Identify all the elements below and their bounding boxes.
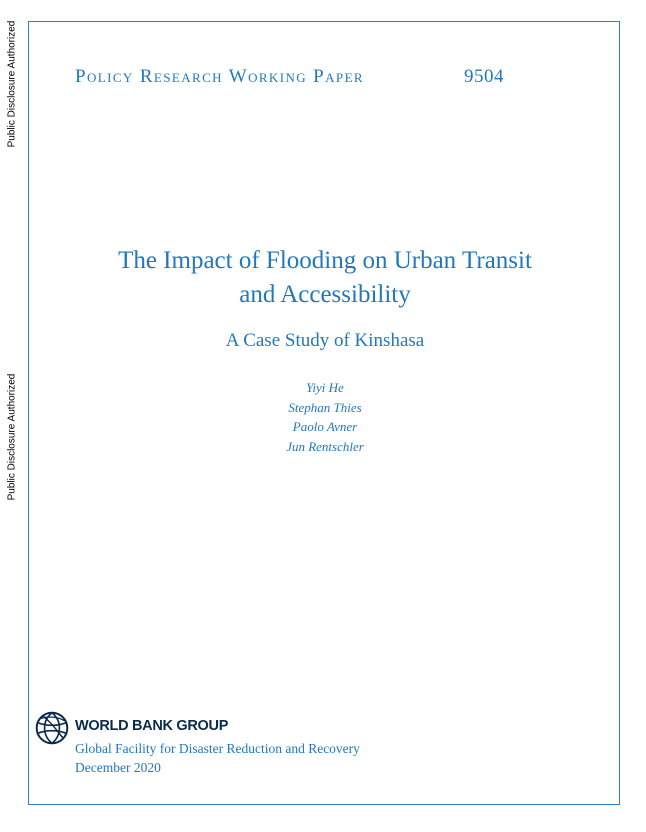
disclosure-label-bottom: Public Disclosure Authorized: [6, 373, 18, 501]
paper-title-line-1: The Impact of Flooding on Urban Transit: [118, 247, 532, 274]
author-list: [40, 378, 610, 456]
paper-subtitle: A Case Study of Kinshasa: [225, 330, 425, 351]
organization-name: WORLD BANK GROUP: [75, 718, 229, 734]
paper-number: 9504: [464, 66, 504, 87]
author-name: Jun Rentschler: [286, 438, 364, 454]
author-name: Yiyi He: [306, 380, 344, 395]
publication-date: December 2020: [75, 760, 161, 775]
author-name: Stephan Thies: [288, 399, 362, 415]
paper-title-line-2: and Accessibility: [239, 281, 411, 308]
series-title: Policy Research Working Paper: [75, 66, 364, 87]
paper-title: [40, 244, 610, 312]
author-name: Paolo Avner: [292, 419, 358, 434]
disclosure-label-top: Public Disclosure Authorized: [6, 20, 18, 148]
world-bank-globe-icon: [34, 710, 70, 746]
facility-name: Global Facility for Disaster Reduction and Recovery: [75, 741, 360, 756]
